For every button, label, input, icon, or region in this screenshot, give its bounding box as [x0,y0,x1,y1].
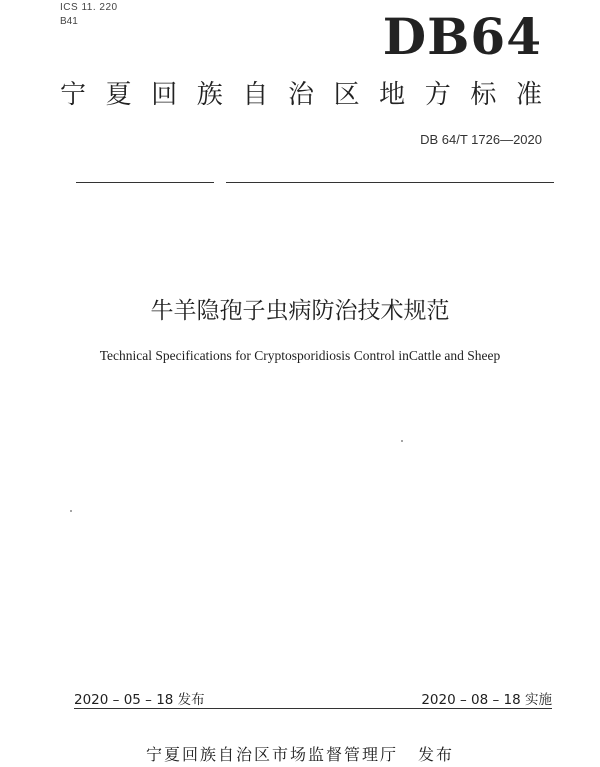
db64-logo: DB64 [382,7,542,66]
ccs-code: B41 [60,16,78,27]
issue-date: 2020 – 05 – 18 发布 [74,692,205,708]
issuer-title-char: 方 [424,80,451,110]
issuer-title [60,82,542,108]
publisher-line [0,742,600,765]
implementation-date: 2020 – 08 – 18 实施 [421,692,552,708]
issuer-title-char: 宁 [60,80,87,110]
standard-number: DB 64/T 1726—2020 [420,132,542,147]
issuer-title-char: 区 [333,80,360,110]
title-english: Technical Specifications for Cryptosporidiosis Control inCattle and Sheep [99,348,501,363]
title-chinese: 牛羊隐孢子虫病防治技术规范 [150,298,450,324]
issuer-title-char: 治 [287,80,314,110]
issuer-title-char: 准 [515,80,542,110]
issuer-title-char: 回 [151,80,178,110]
issuer-title-char: 自 [242,80,269,110]
publisher-name: 宁夏回族自治区市场监督管理厅 [145,745,398,764]
header-divider [76,182,554,183]
scan-speck [70,510,72,512]
issuer-title-char: 夏 [105,80,132,110]
header-divider-gap [214,180,226,184]
ics-code: ICS 11. 220 [60,2,118,13]
publisher-action: 发布 [418,745,455,764]
issuer-title-char: 标 [470,80,497,110]
scan-speck [401,440,403,442]
issuer-title-char: 地 [379,80,406,110]
issuer-title-char: 族 [196,80,223,110]
footer-divider [74,708,552,709]
